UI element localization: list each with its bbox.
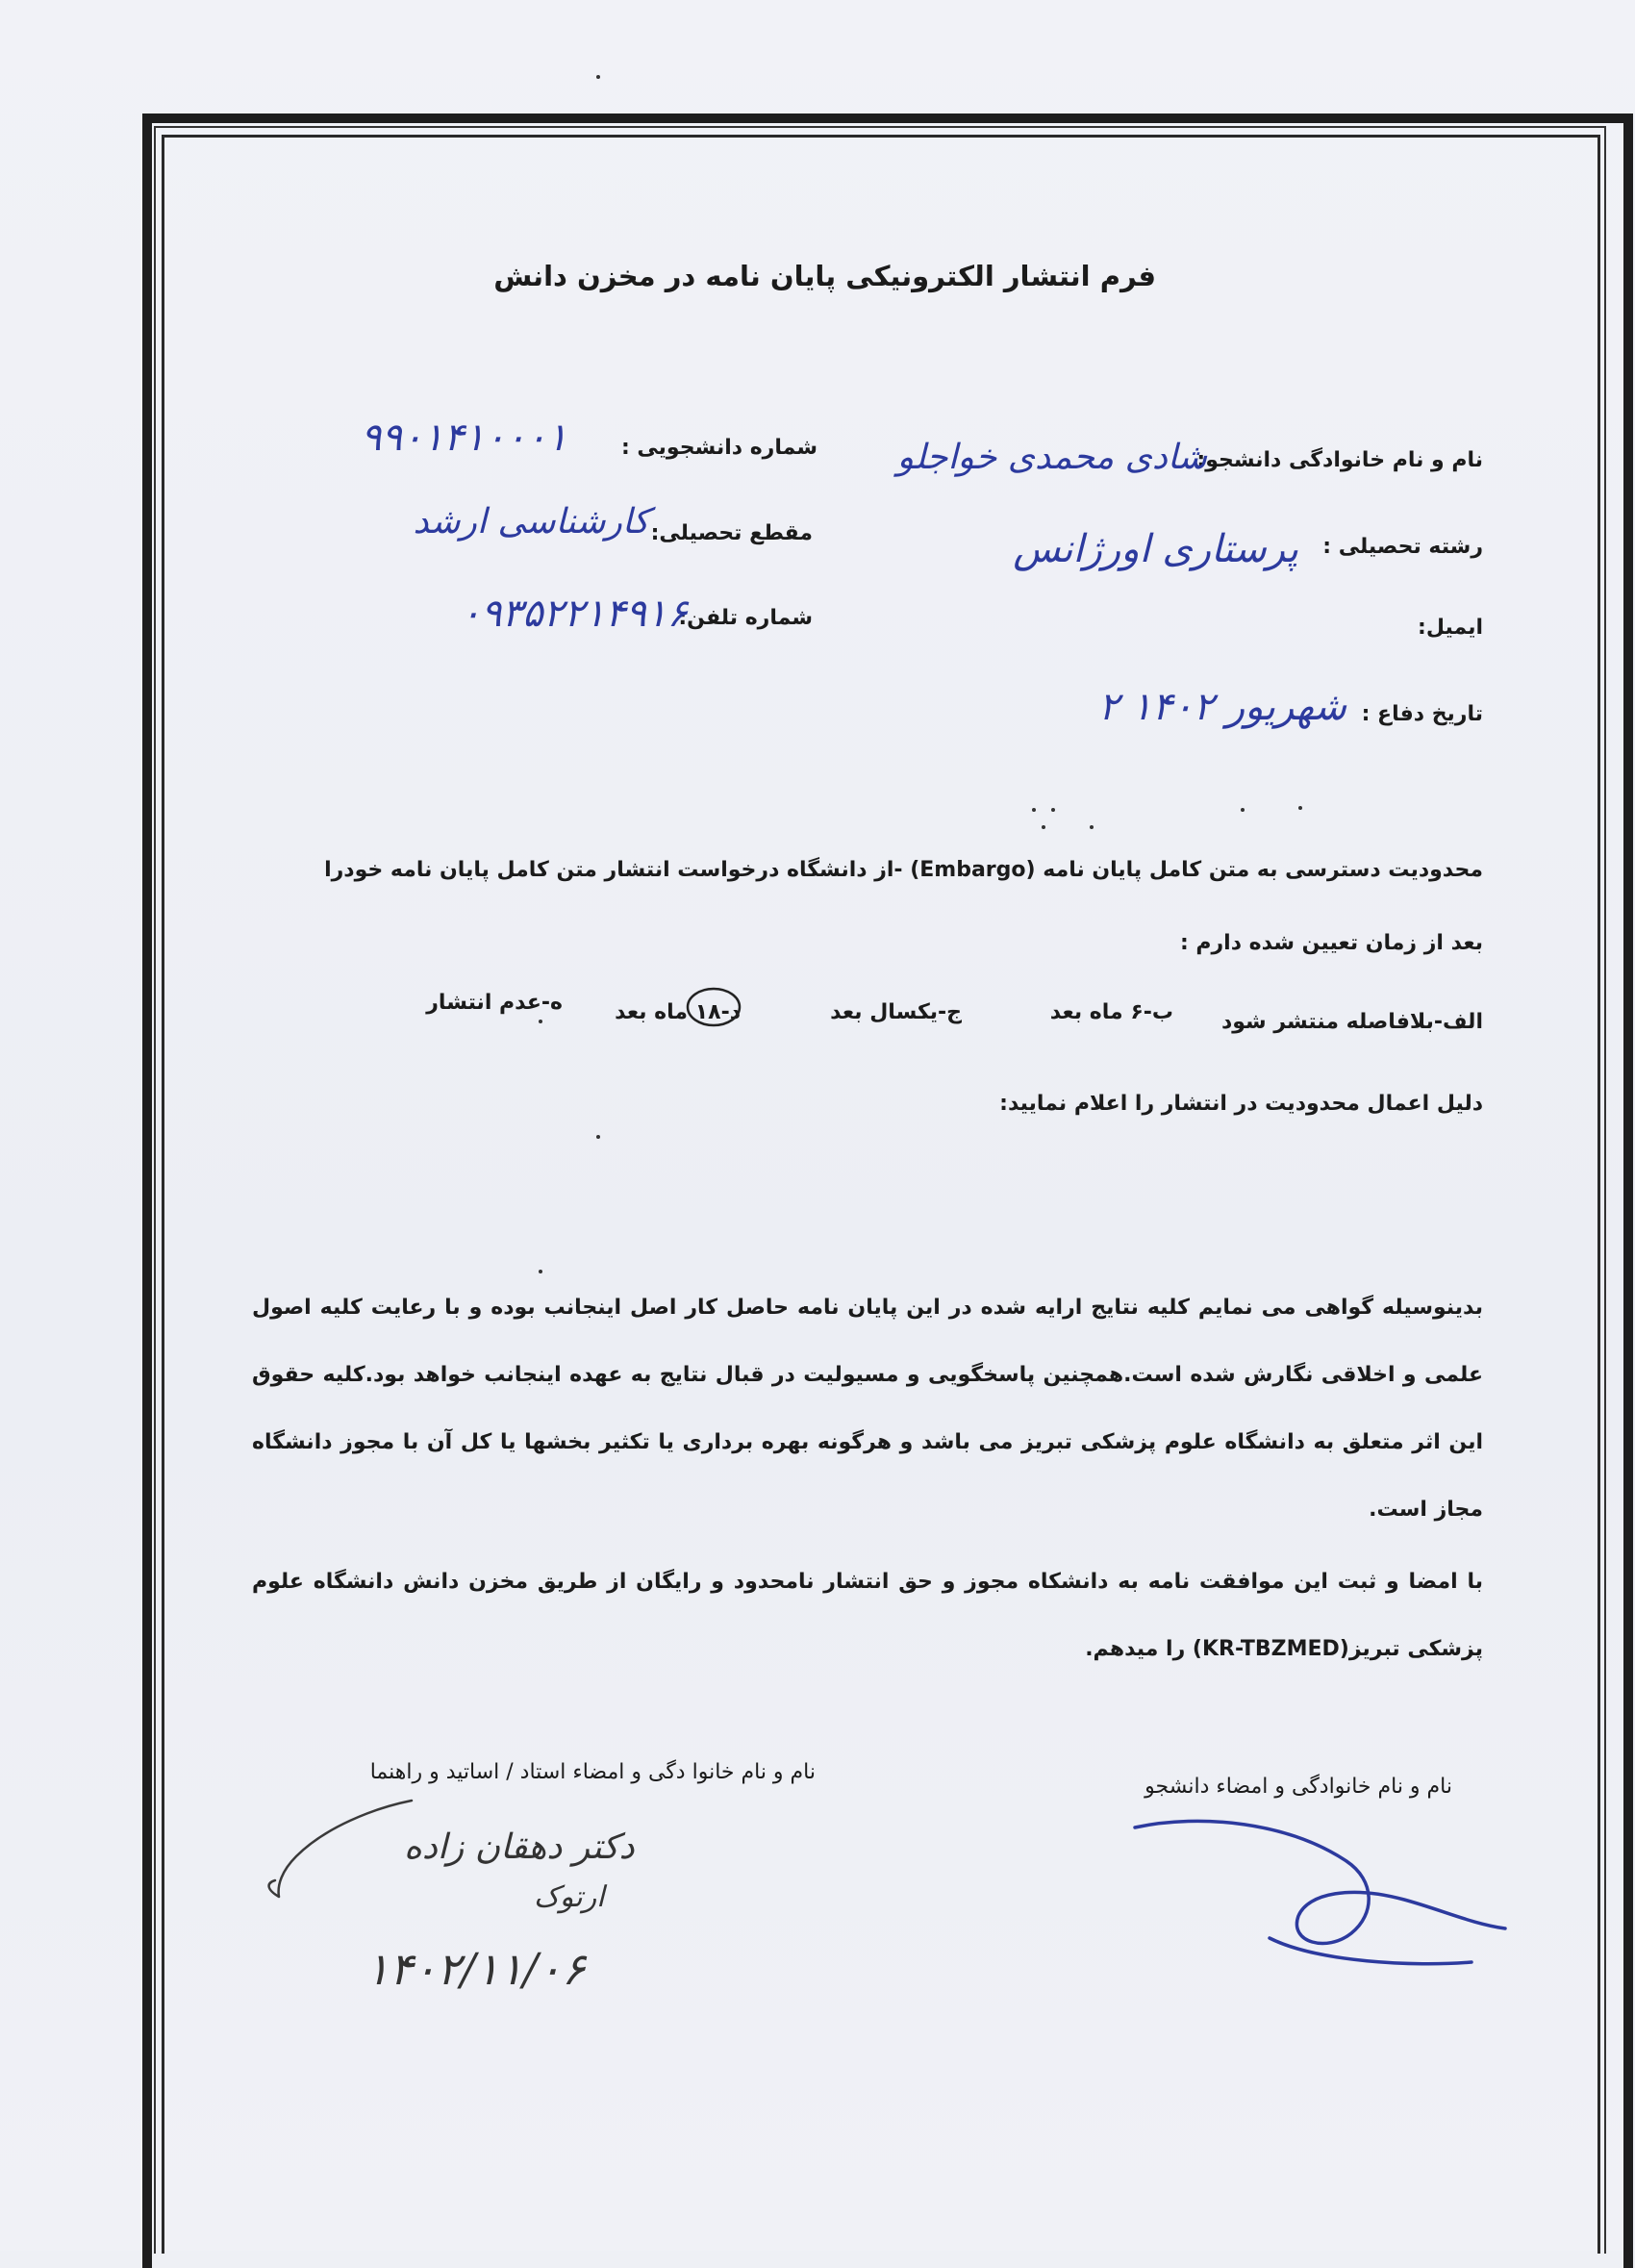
scan-dot [539,1270,542,1273]
scan-dot [1051,808,1055,812]
level-value: کارشناسی ارشد [413,502,649,542]
scan-dot [539,1020,542,1023]
scan-dot [596,75,600,79]
embargo-option-e[interactable]: ه-عدم انتشار [426,991,563,1015]
student-signature [1125,1808,1510,1972]
student-number-value: ۹۹۰۱۴۱۰۰۰۱ [361,416,567,460]
name-label: نام و نام خانوادگی دانشجو: [1196,448,1483,472]
scan-dot [1032,808,1036,812]
embargo-option-a[interactable]: الف-بلافاصله منتشر شود [1220,1010,1483,1034]
advisor-signature-date: ۱۴۰۲/۱۱/۰۶ [365,1943,586,1995]
email-label: ایمیل: [1418,616,1483,640]
phone-value: ۰۹۳۵۲۲۱۴۹۱۶ [460,592,688,636]
form-title: فرم انتشار الکترونیکی پایان نامه در مخزن دانش [493,260,1156,292]
student-signature-label: نام و نام خانوادگی و امضاء دانشجو [1144,1775,1452,1799]
level-label: مقطع تحصیلی: [650,521,813,545]
embargo-option-c[interactable]: ج-یکسال بعد [830,1000,962,1024]
scan-dot [1241,808,1245,812]
scan-dot [1042,825,1045,829]
declaration-paragraph-1: بدینوسیله گواهی می نمایم کلیه نتایج ارایه شده در این پایان نامه حاصل کار اصل اینجانب بوده و با رعایت کلیه اصول علمی و اخلاقی نگارش شده است.همچنین پاسخگویی و مسیولیت در قبال نتایج به عهده اینجانب خواهد بود.کلیه حقوق این اثر متعلق به دانشگاه علوم پزشکی تبریز می باشد و هرگونه بهره برداری یا تکثیر بخشها یا کل آن با مجوز دانشگاه مجاز است. [252,1296,1483,1522]
advisor-name: دکتر دهقان زاده [404,1827,635,1867]
embargo-reason-label: دلیل اعمال محدودیت در انتشار را اعلام نمایید: [999,1092,1483,1116]
major-value: پرستاری اورژانس [1013,527,1298,571]
embargo-option-d[interactable]: د-۱۸ ماه بعد [615,1000,741,1024]
embargo-line-2: بعد از زمان تعیین شده دارم : [1179,931,1483,955]
scan-dot [596,1135,600,1139]
student-number-label: شماره دانشجویی : [620,436,818,460]
scan-dot [1298,806,1302,810]
phone-label: شماره تلفن: [678,606,813,630]
advisor-signature-label: نام و نام خانوا دگی و امضاء استاد / اساتید و راهنما [369,1760,816,1784]
scan-dot [1090,825,1094,829]
defense-date-value: ۲ شهریور ۱۴۰۲ [1098,685,1346,729]
selected-option-circle [685,985,742,1029]
declaration-paragraph-2: با امضا و ثبت این موافقت نامه به دانشکاه مجوز و حق انتشار نامحدود و رایگان از طریق مخزن دانش دانشگاه علوم پزشکی تبریز(KR-TBZMED) را میدهم. [252,1570,1483,1661]
name-value: شادی محمدی خواجلو [896,438,1207,477]
defense-date-label: تاریخ دفاع : [1361,702,1483,726]
major-label: رشته تحصیلی : [1322,535,1483,559]
embargo-line-1: محدودیت دسترسی به متن کامل پایان نامه (Embargo) -از دانشگاه درخواست انتشار متن کامل پایان نامه خودرا [324,858,1483,882]
embargo-option-b[interactable]: ب-۶ ماه بعد [1049,1000,1173,1024]
advisor-note: ارتوک [534,1880,605,1914]
